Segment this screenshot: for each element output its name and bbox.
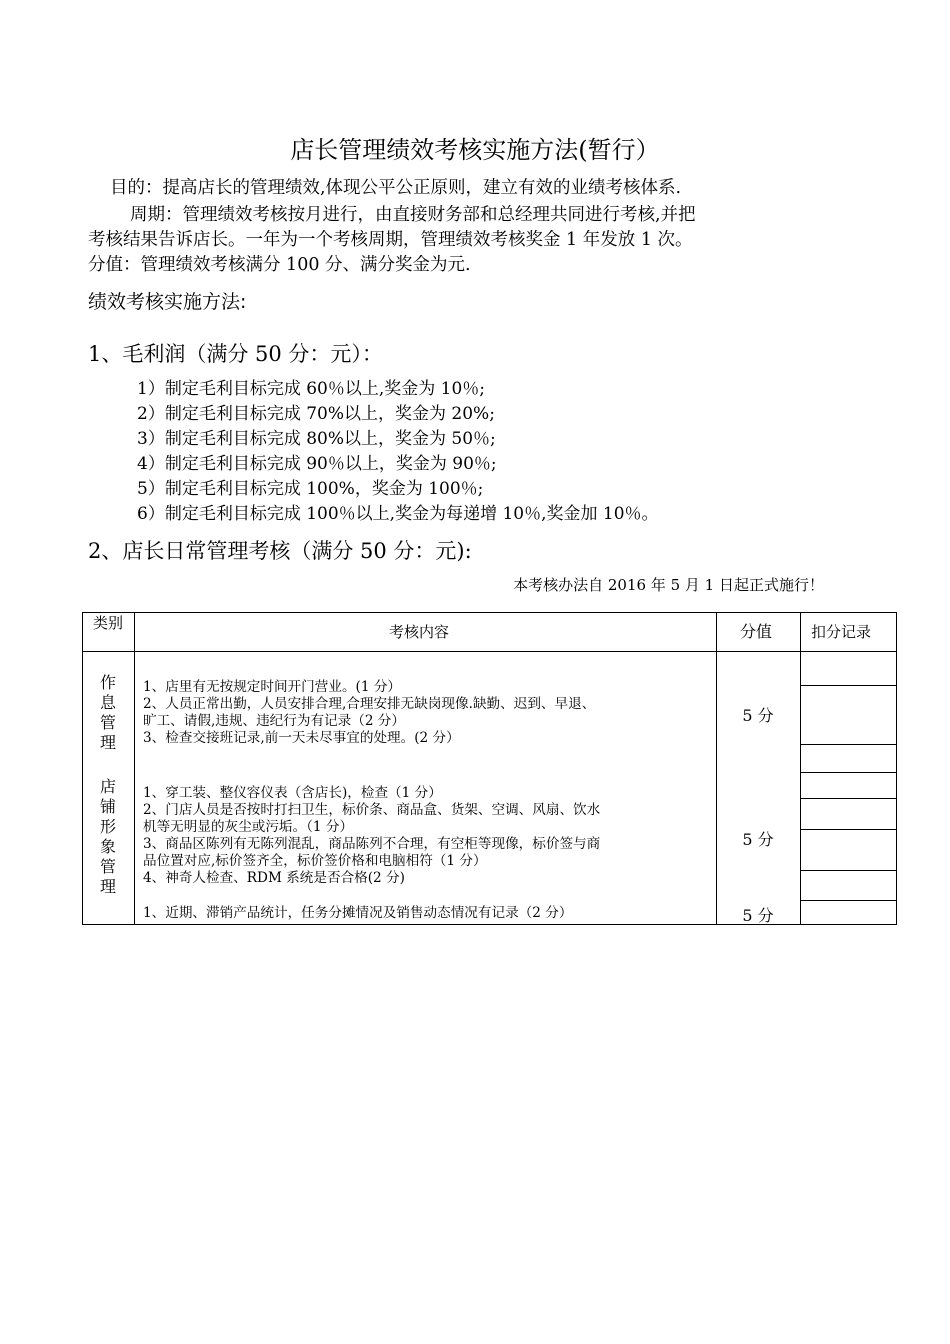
header-content: 考核内容 — [389, 623, 450, 641]
cycle-paragraph-line1: 周期：管理绩效考核按月进行，由直接财务部和总经理共同进行考核,并把 — [130, 205, 696, 225]
row-score: 5 分 — [742, 830, 774, 849]
row-content-line: 1、近期、滞销产品统计，任务分摊情况及销售动态情况有记录（2 分） — [143, 905, 573, 921]
purpose-paragraph: 目的：提高店长的管理绩效,体现公平公正原则，建立有效的业绩考核体系. — [110, 178, 682, 198]
effective-date-note: 本考核办法自 2016 年 5 月 1 日起正式施行！ — [513, 576, 824, 594]
section2-heading: 2、店长日常管理考核（满分 50 分：元): — [88, 539, 472, 563]
table-divider — [134, 613, 135, 924]
row-content-line: 2、人员正常出勤，人员安排合理,合理安排无缺岗现像.缺勤、迟到、早退、 — [143, 696, 596, 712]
table-divider — [800, 685, 896, 686]
section1-item: 5）制定毛利目标完成 100%，奖金为 100％; — [137, 479, 484, 499]
section1-item: 6）制定毛利目标完成 100％以上,奖金为每递增 10％,奖金加 10％。 — [137, 504, 659, 524]
row-content-line: 品位置对应,标价签齐全，标价签价格和电脑相符（1 分） — [143, 853, 487, 869]
section1-item: 1）制定毛利目标完成 60％以上,奖金为 10％; — [137, 379, 486, 399]
section1-item: 3）制定毛利目标完成 80%以上，奖金为 50％; — [137, 429, 496, 449]
section1-item: 2）制定毛利目标完成 70%以上，奖金为 20%; — [137, 404, 495, 424]
table-divider — [800, 900, 896, 901]
row-content-line: 1、穿工装、整仪容仪表（含店长)，检查（1 分） — [143, 785, 442, 801]
row-category: 作 息 管 理 — [99, 673, 116, 752]
score-paragraph: 分值：管理绩效考核满分 100 分、满分奖金为元. — [88, 255, 471, 275]
table-divider — [800, 772, 896, 773]
row-content-line: 4、神奇人检查、RDM 系统是否合格(2 分) — [143, 870, 405, 886]
section1-item: 4）制定毛利目标完成 90％以上，奖金为 90％; — [137, 454, 497, 474]
table-divider — [716, 613, 717, 924]
header-category: 类别 — [93, 614, 124, 632]
method-heading: 绩效考核实施方法: — [88, 291, 247, 313]
table-divider — [800, 613, 801, 924]
row-content-line: 1、店里有无按规定时间开门营业。(1 分） — [143, 679, 402, 695]
row-content-line: 3、商品区陈列有无陈列混乱，商品陈列不合理，有空柜等现像，标价签与商 — [143, 836, 601, 852]
document-title: 店长管理绩效考核实施方法(暂行） — [290, 136, 660, 164]
row-category: 店 铺 形 象 管 理 — [99, 777, 116, 896]
table-divider — [800, 829, 896, 830]
header-score: 分值 — [740, 622, 773, 641]
section1-heading: 1、毛利润（满分 50 分：元）： — [88, 342, 383, 366]
row-score: 5 分 — [742, 906, 774, 925]
row-content-line: 2、门店人员是否按时打扫卫生，标价条、商品盒、货架、空调、风扇、饮水 — [143, 802, 601, 818]
row-score: 5 分 — [742, 706, 774, 725]
header-deduction: 扣分记录 — [811, 623, 872, 641]
cycle-paragraph-line2: 考核结果告诉店长。一年为一个考核周期，管理绩效考核奖金 1 年发放 1 次。 — [88, 230, 693, 250]
row-content-line: 3、检查交接班记录,前一天未尽事宜的处理。(2 分） — [143, 730, 460, 746]
table-divider — [800, 870, 896, 871]
assessment-table — [82, 612, 897, 925]
row-content-line: 机等无明显的灰尘或污垢。（1 分） — [143, 819, 354, 835]
row-content-line: 旷工、请假,违规、违纪行为有记录（2 分） — [143, 713, 405, 729]
table-divider — [800, 744, 896, 745]
table-divider — [83, 651, 896, 652]
table-divider — [800, 798, 896, 799]
